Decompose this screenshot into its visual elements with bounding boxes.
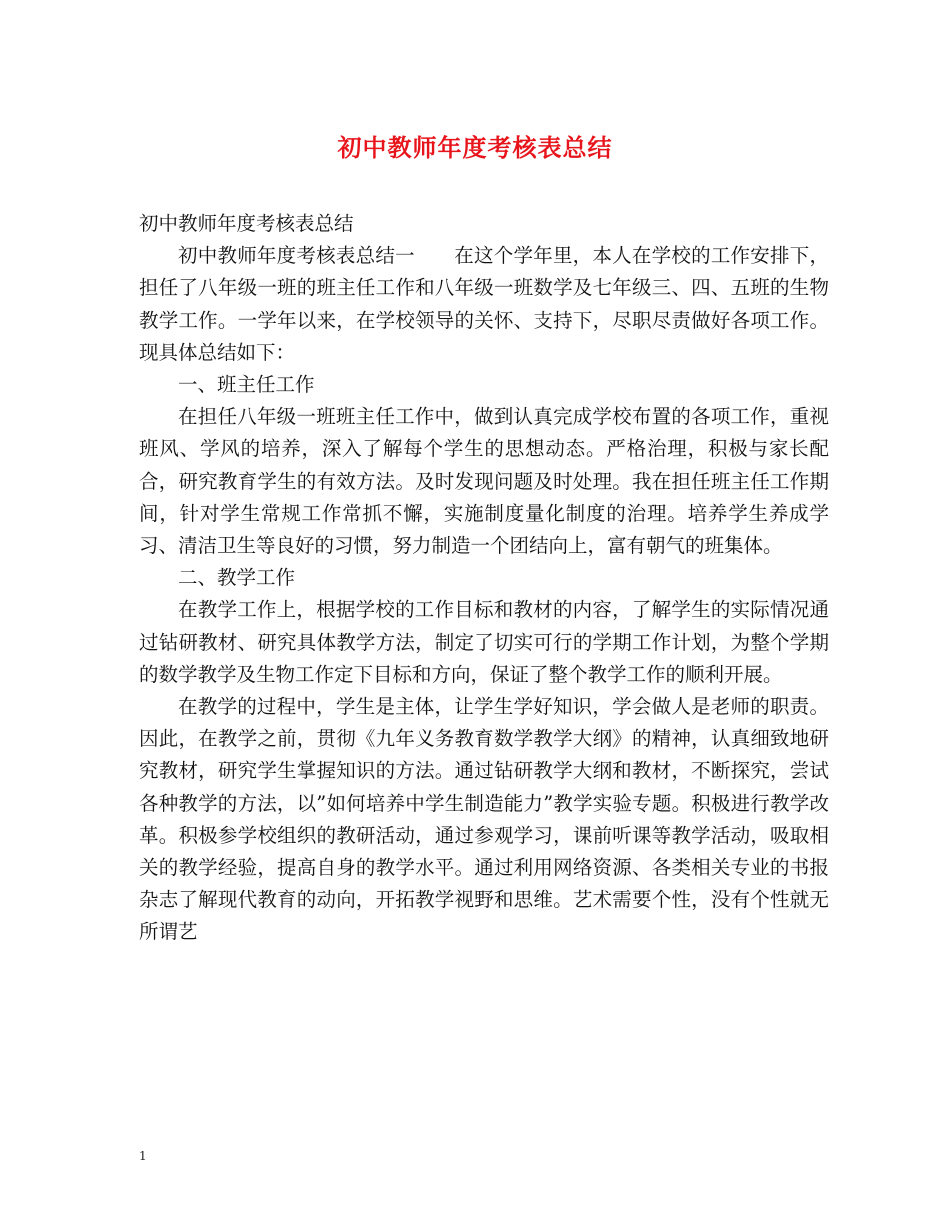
paragraph-teaching-process: 在教学的过程中，学生是主体，让学生学好知识，学会做人是老师的职责。因此，在教学之前，贯彻《九年义务教育数学教学大纲》的精神，认真细致地研究教材，研究学生掌握知识的方法。通过钻研教学大纲和教材，不断探究，尝试各种教学的方法，以”如何培养中学生制造能力”教学实验专题。积极进行教学改革。积极参学校组织的教研活动，通过参观学习，课前听课等教学活动，吸取相关的教学经验，提高自身的教学水平。通过利用网络资源、各类相关专业的书报杂志了解现代教育的动向，开拓教学视野和思维。艺术需要个性，没有个性就无所谓艺: [139, 695, 829, 944]
paragraph-heading: 初中教师年度考核表总结: [139, 212, 354, 235]
paragraph-class-teacher-work: 在担任八年级一班班主任工作中，做到认真完成学校布置的各项工作，重视班风、学风的培养，深入了解每个学生的思想动态。严格治理，积极与家长配合，研究教育学生的有效方法。及时发现问题及时处理。我在担任班主任工作期间，针对学生常规工作常抓不懈，实施制度量化制度的治理。培养学生养成学习、清洁卫生等良好的习惯，努力制造一个团结向上，富有朝气的班集体。: [139, 405, 829, 558]
section-heading-class-teacher: 一、班主任工作: [178, 373, 315, 397]
document-body: [139, 208, 829, 949]
paragraph-teaching-plan: 在教学工作上，根据学校的工作目标和教材的内容，了解学生的实际情况通过钻研教材、研究具体教学方法，制定了切实可行的学期工作计划，为整个学期的数学教学及生物工作定下目标和方向，保证了整个教学工作的顺利开展。: [139, 598, 829, 686]
page-number: 1: [139, 1149, 147, 1163]
paragraph-intro: 初中教师年度考核表总结一 在这个学年里，本人在学校的工作安排下，担任了八年级一班的班主任工作和八年级一班数学及七年级三、四、五班的生物教学工作。一学年以来，在学校领导的关怀、支持下，尽职尽责做好各项工作。现具体总结如下：: [139, 244, 829, 364]
document-title: 初中教师年度考核表总结: [337, 133, 613, 162]
section-heading-teaching: 二、教学工作: [178, 566, 296, 590]
